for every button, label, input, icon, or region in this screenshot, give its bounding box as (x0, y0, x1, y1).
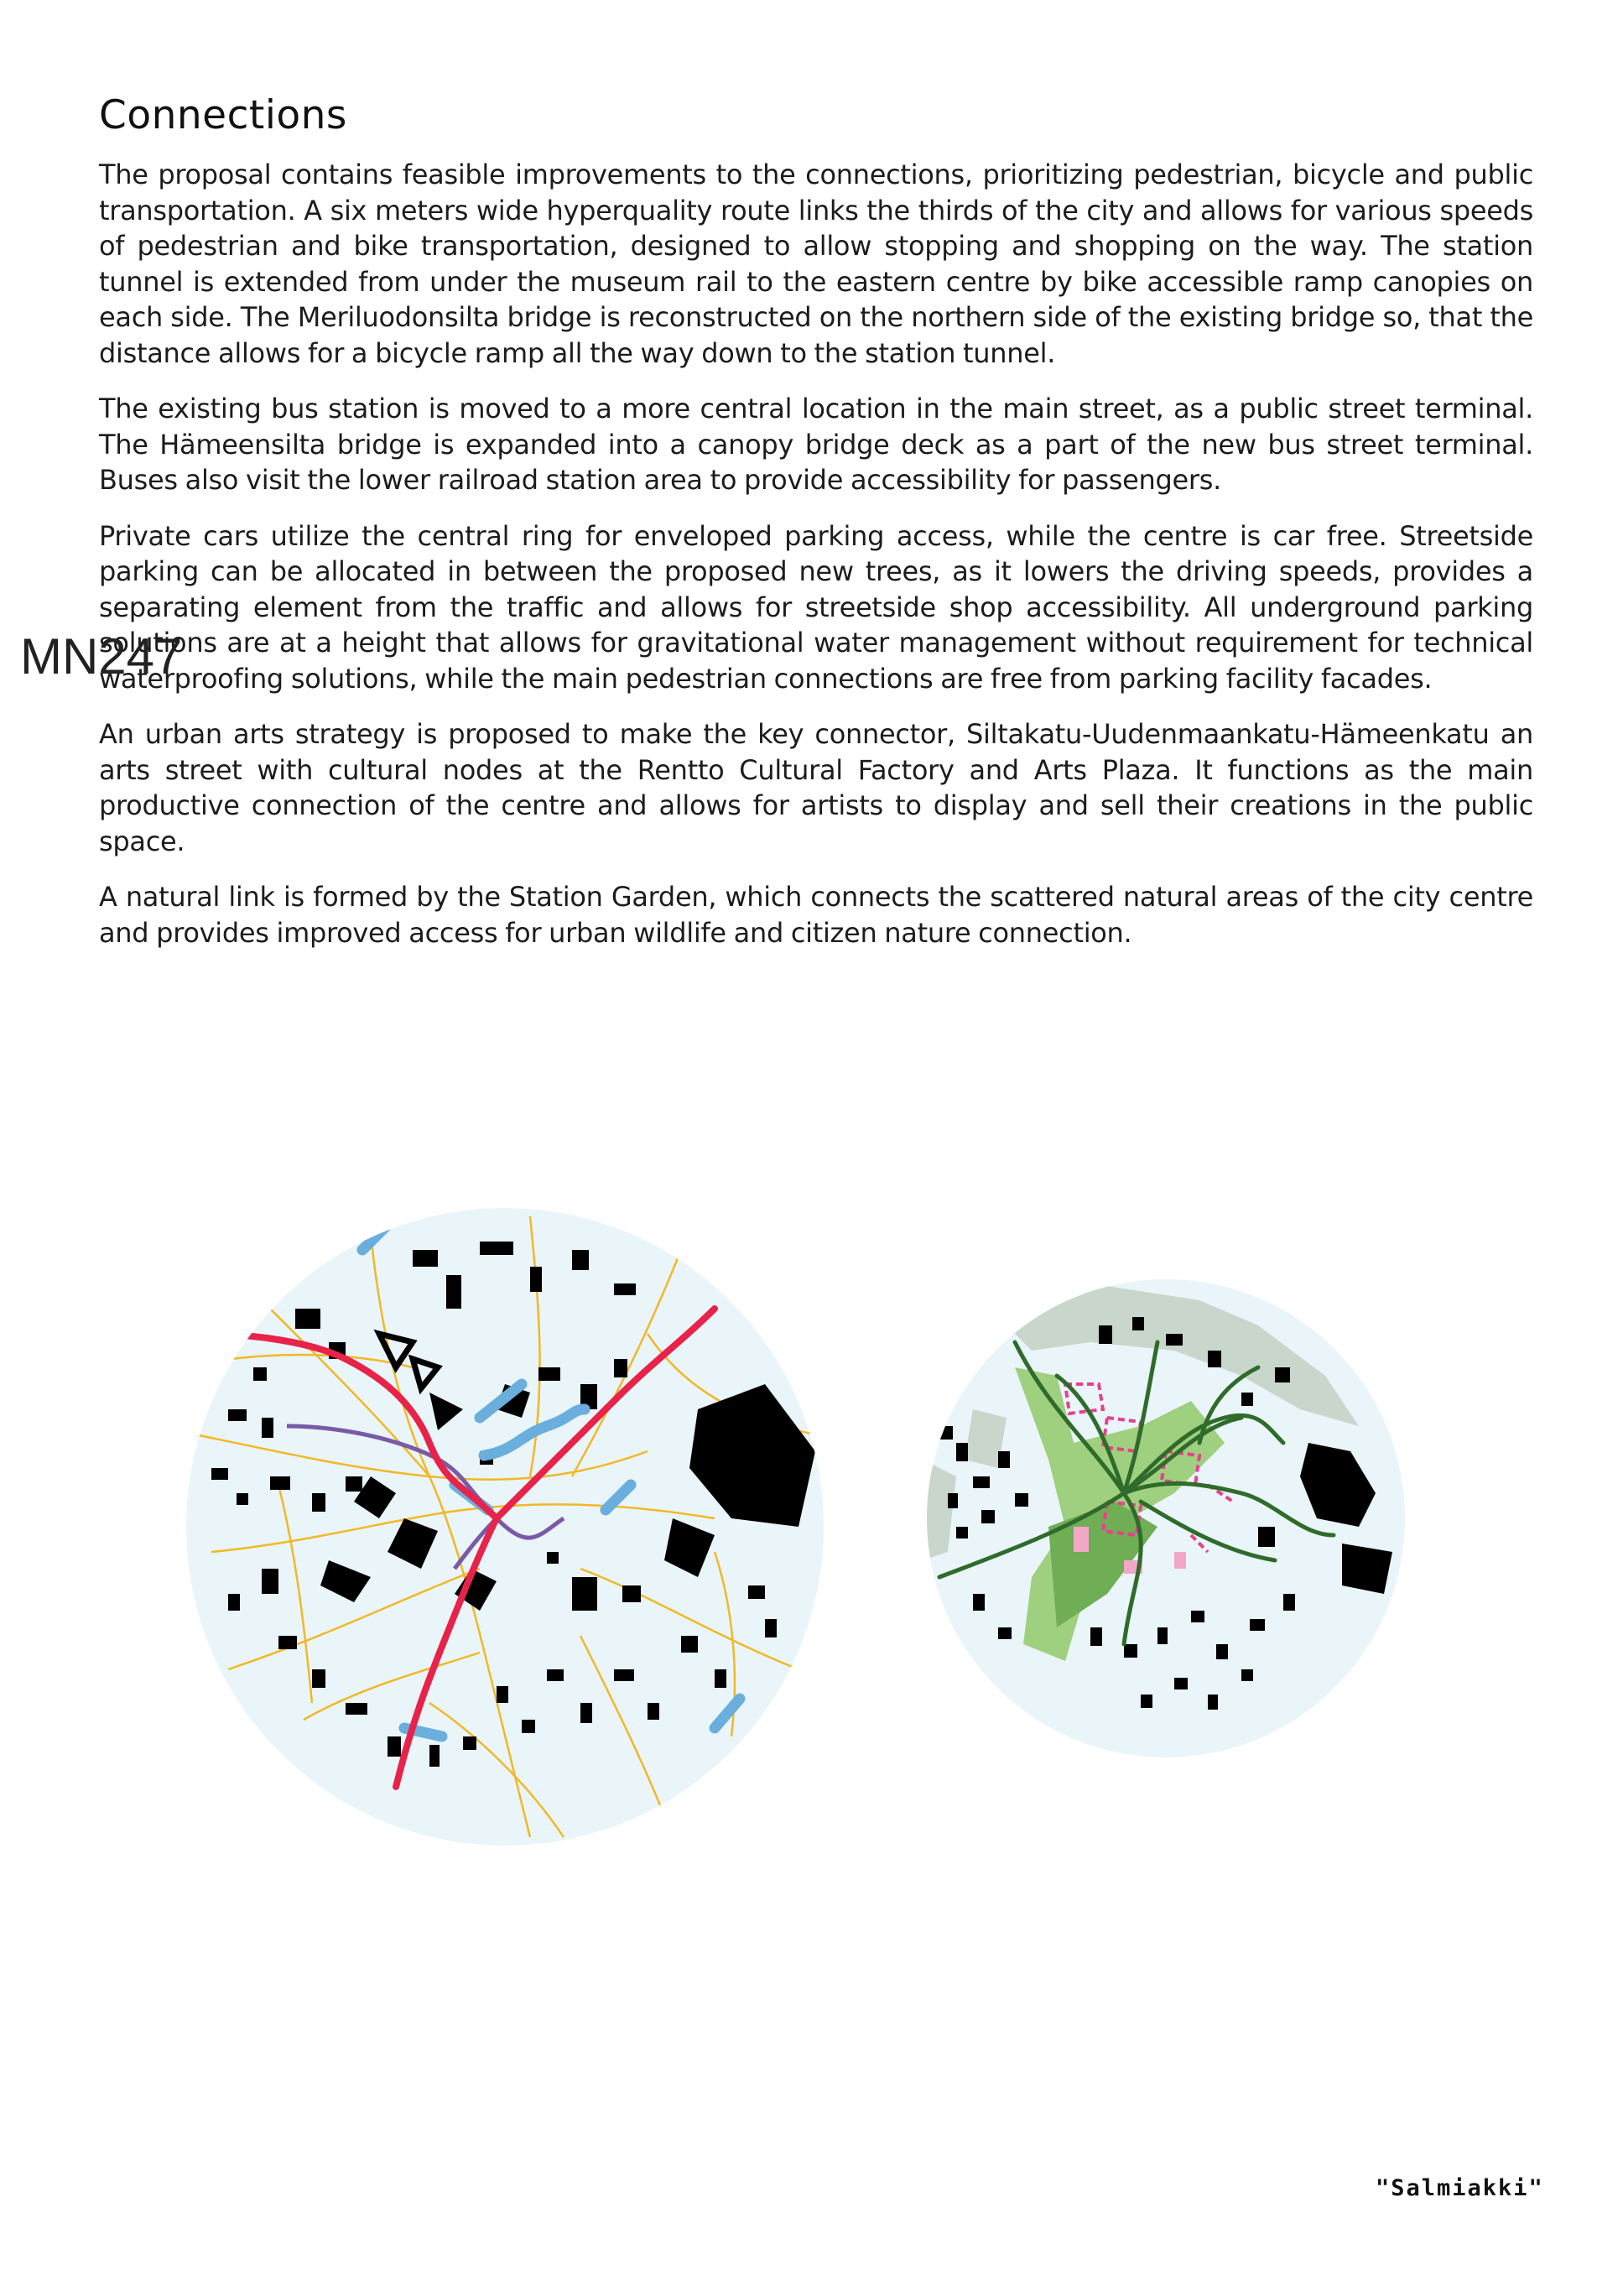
natural-link-map (923, 1275, 1409, 1762)
paragraph-private-cars: Private cars utilize the central ring for enveloped parking access, while the centre is car free. Streetside parking can be allocated in between the proposed new trees, as it lowers the driving speeds, provides a separating element from the traffic and allows for streetside shop accessibility. All underground parking solutions are at a height that allows for gravitational water management without requirement for technical waterproofing solutions, while the main pedestrian connections are free from parking facility facades. (99, 519, 1533, 695)
paragraph-urban-arts: An urban arts strategy is proposed to make the key connector, Siltakatu-Uudenmaankatu-Hämeenkatu an arts street with cultural nodes at the Rentto Cultural Factory and Arts Plaza. It functions as the main productive connection of the centre and allows for artists to display and sell their creations in the public space. (99, 718, 1533, 857)
paragraph-bus-station: The existing bus station is moved to a more central location in the main street, as a public street terminal. The Hämeensilta bridge is expanded into a canopy bridge deck as a part of the new bus street terminal. Buses also visit the lower railroad station area to provide accessibility for passengers. (99, 393, 1533, 496)
connections-map (178, 1200, 832, 1854)
paragraph-natural-link: A natural link is formed by the Station Garden, which connects the scattered natural areas of the city centre and provides improved access for urban wildlife and citizen nature connection. (99, 881, 1533, 949)
entry-code-watermark: MN247 (20, 628, 183, 685)
paragraph-connections: The proposal contains feasible improvements to the connections, prioritizing pedestrian, bicycle and public transportation. A six meters wide hyperquality route links the thirds of the city and allows for various speeds of pedestrian and bike transportation, designed to allow stopping and shopping on the way. The station tunnel is extended from under the museum rail to the eastern centre by bike accessible ramp canopies on each side. The Meriluodonsilta bridge is reconstructed on the northern side of the existing bridge so, that the distance allows for a bicycle ramp all the way down to the station tunnel. (99, 159, 1533, 369)
document-body (99, 92, 1533, 971)
page-title: Connections (99, 92, 347, 138)
signature: "Salmiakki" (1376, 2175, 1544, 2201)
